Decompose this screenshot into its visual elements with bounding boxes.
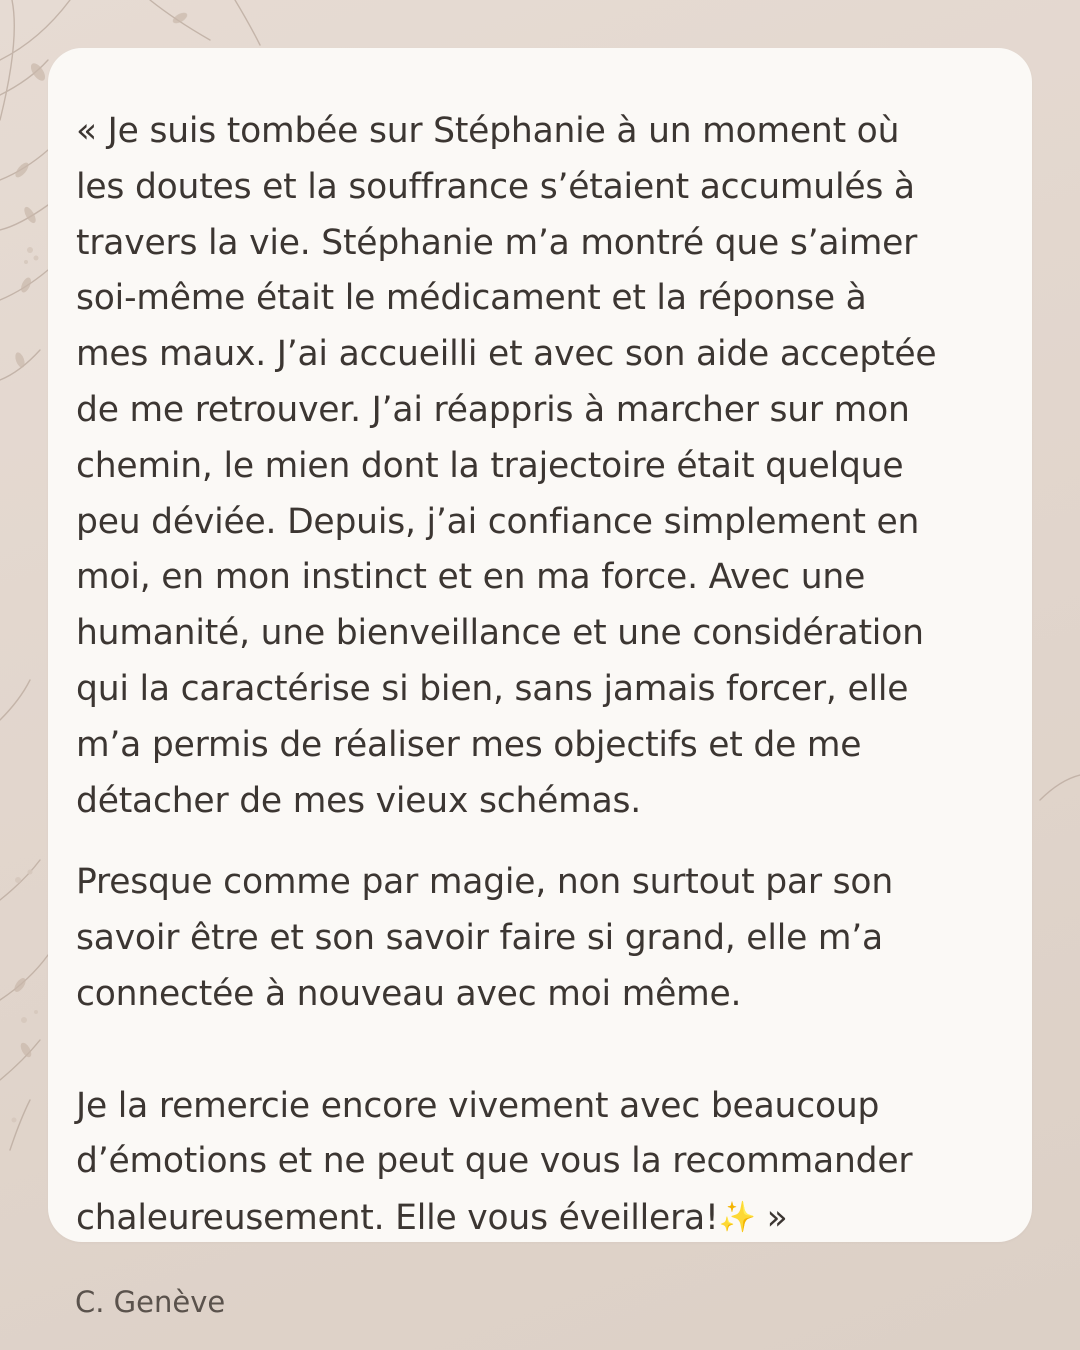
closing-quote: » (755, 1198, 788, 1239)
testimonial-paragraph-2: Presque comme par magie, non surtout par son savoir être et son savoir faire si grand, elle m’a connectée à nouveau avec moi même. (76, 862, 894, 1014)
testimonial-card (48, 48, 1032, 1242)
testimonial-paragraph-3-text: Je la remercie encore vivement avec beaucoup d’émotions et ne peut que vous la recommander chaleureusement. Elle vous éveillera! (76, 1085, 913, 1239)
testimonial-paragraph-3 (76, 1079, 996, 1247)
sparkles-icon: ✨ (718, 1200, 756, 1236)
testimonial-paragraph-1: « Je suis tombée sur Stéphanie à un moment où les doutes et la souffrance s’étaient accumulés à travers la vie. Stéphanie m’a montré que s’aimer soi-même était le médicament et la réponse à mes maux. J’ai accueilli et avec son aide acceptée de me retrouver. J’ai réappris à marcher sur mon chemin, le mien dont la trajectoire était quelque peu déviée. Depuis, j’ai confiance simplement en moi, en mon instinct et en ma force. Avec une humanité, une bienveillance et une considération qui la caractérise si bien, sans jamais forcer, elle m’a permis de réaliser mes objectifs et de me détacher de mes vieux schémas. (76, 111, 937, 821)
testimonial-author: C. Genève (75, 1285, 226, 1319)
